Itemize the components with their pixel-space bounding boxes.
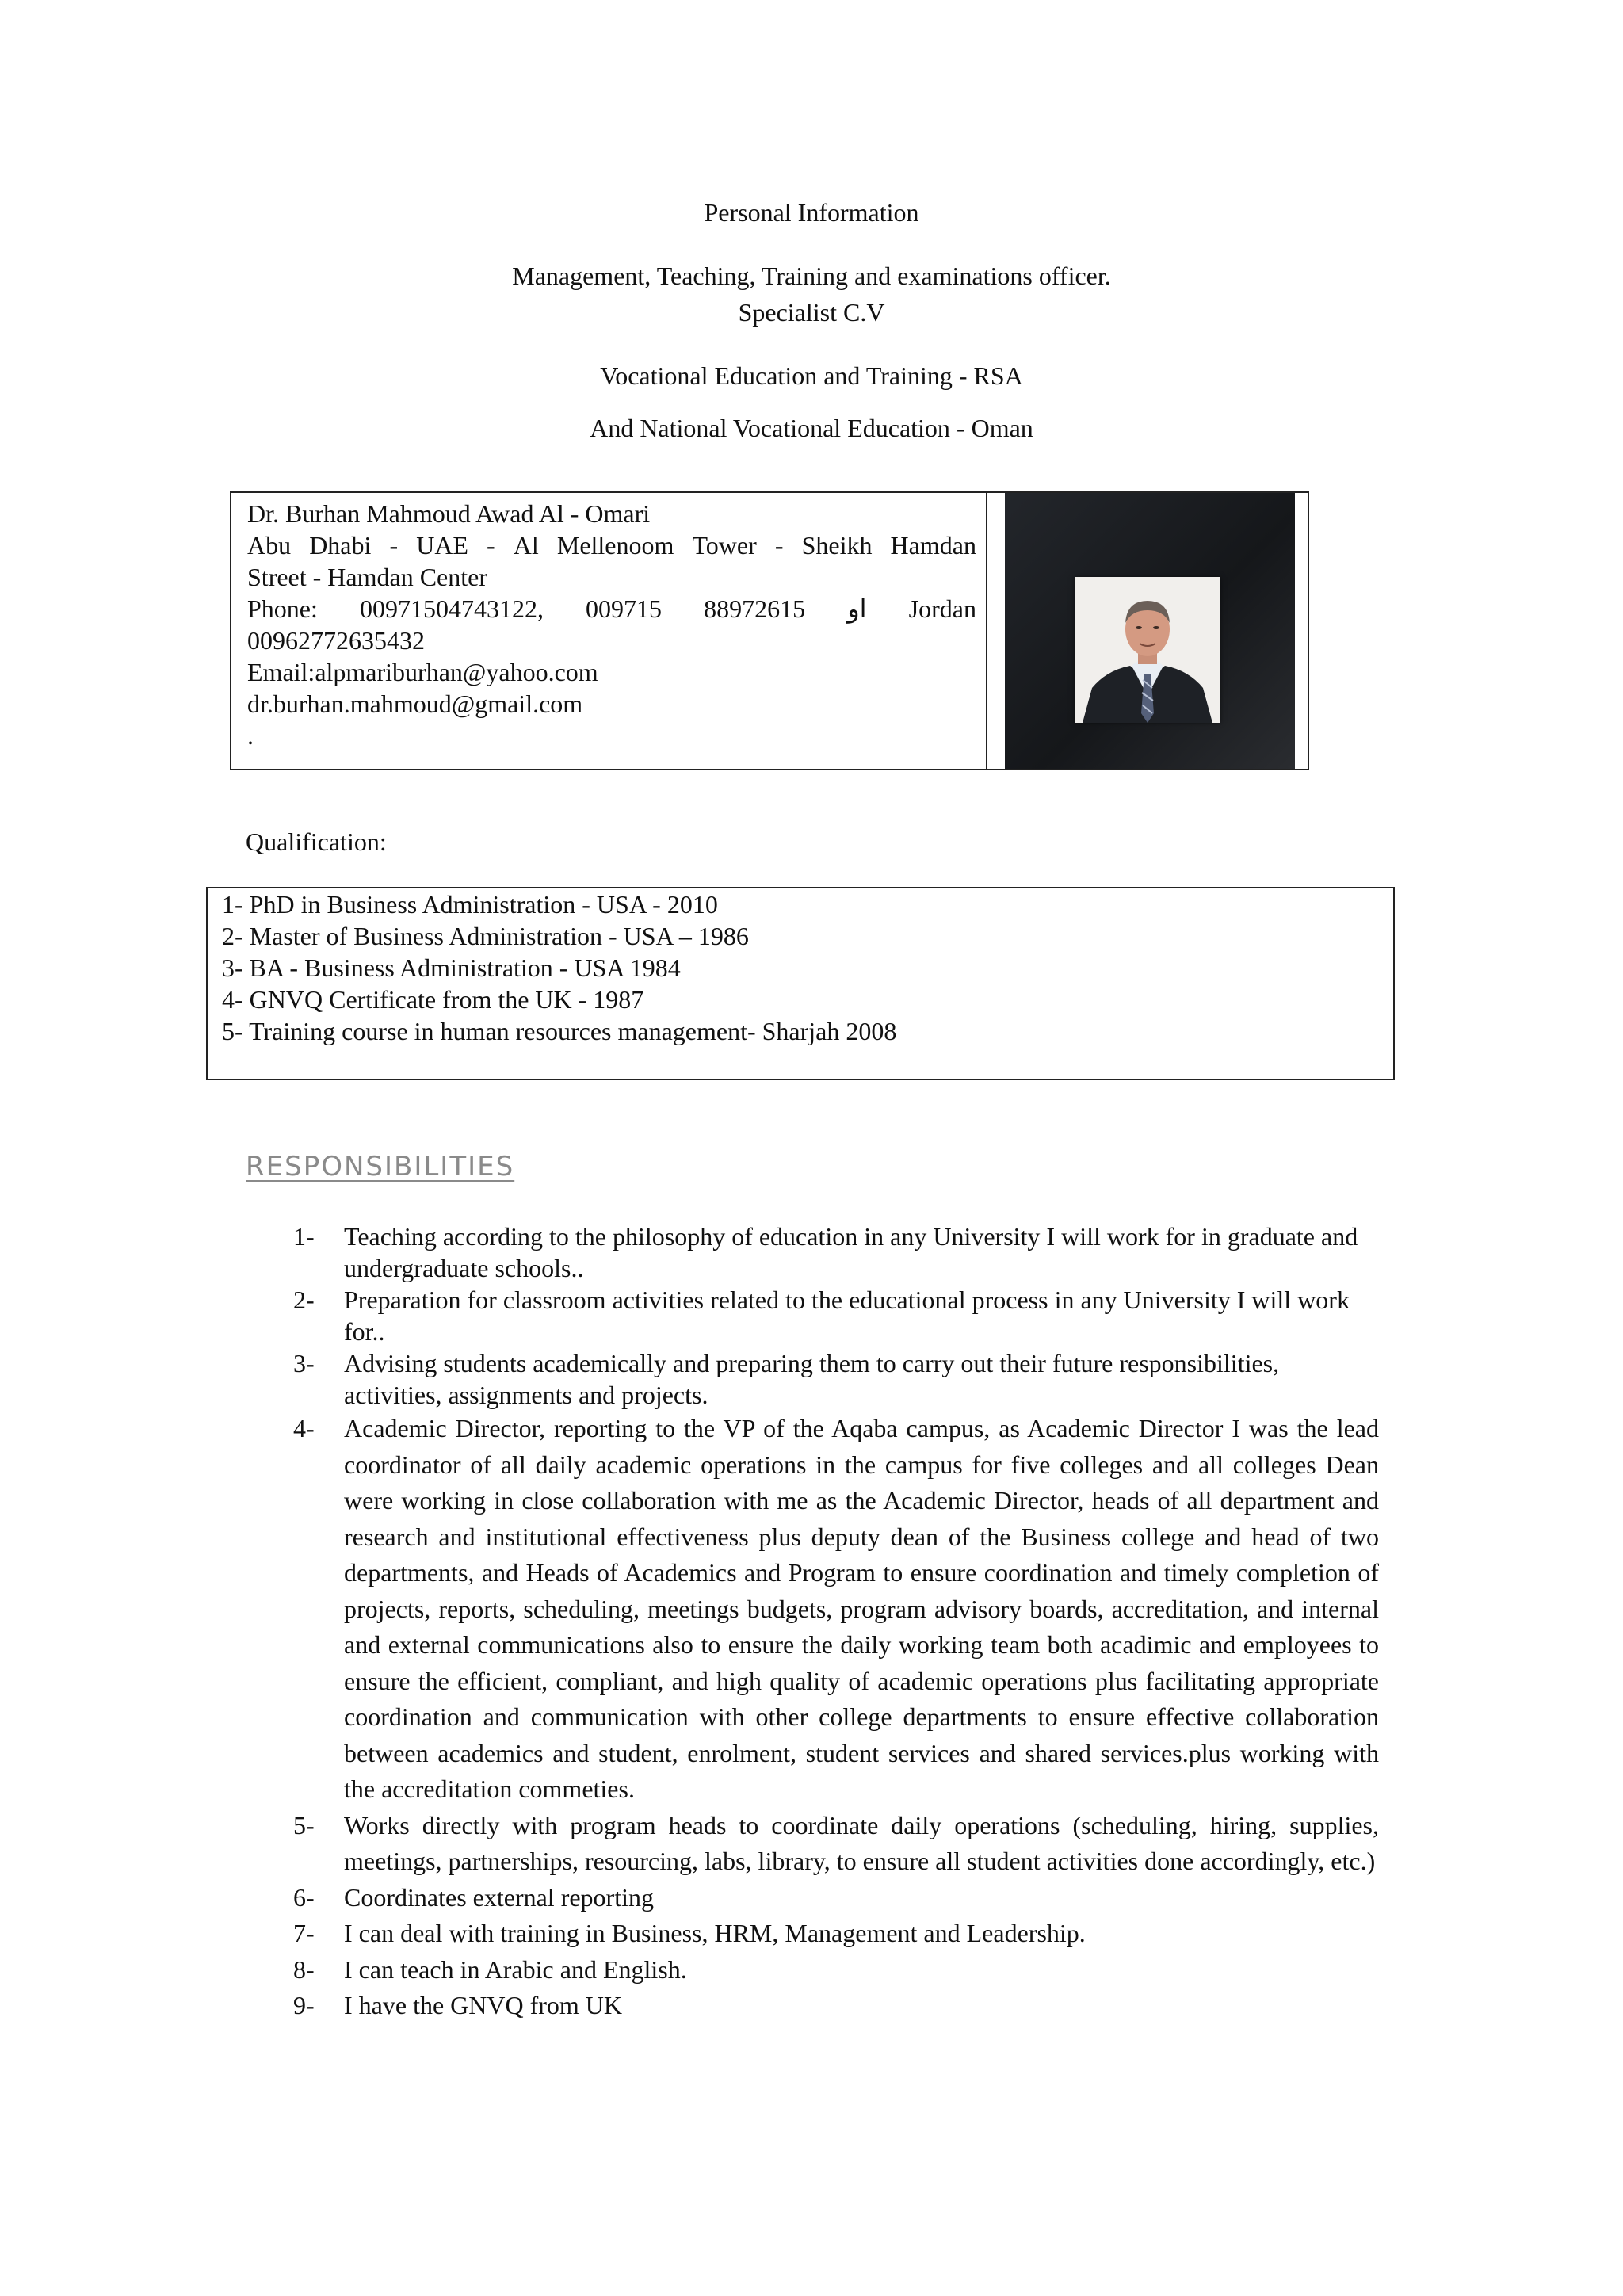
responsibilities-heading: RESPONSIBILITIES <box>246 1151 515 1182</box>
qualification-list <box>222 888 896 1047</box>
phone-word: Phone: <box>247 594 318 623</box>
contact-name: Dr. Burhan Mahmoud Awad Al - Omari <box>247 499 651 528</box>
qualification-item: 5- Training course in human resources management- Sharjah 2008 <box>222 1017 897 1045</box>
cv-subtitle: Specialist C.V <box>738 298 885 327</box>
item-text: Preparation for classroom activities related to the educational process in any University I will work for.. <box>344 1286 1350 1346</box>
item-number: 1- <box>293 1222 315 1251</box>
responsibility-item <box>293 1880 1379 1916</box>
address-word: Sheikh <box>801 531 873 560</box>
responsibility-item <box>293 1284 1379 1347</box>
qualification-item: 3- BA - Business Administration - USA 1984 <box>222 953 681 982</box>
responsibility-item <box>293 1952 1379 1988</box>
address-word: UAE <box>416 531 468 560</box>
address-word: Al <box>513 531 539 560</box>
contact-email-1: Email:alpmariburhan@yahoo.com <box>247 658 598 686</box>
responsibility-item <box>293 1347 1379 1411</box>
item-text: Teaching according to the philosophy of education in any University I will work for in graduate and undergraduate schools.. <box>344 1222 1358 1282</box>
responsibilities-list <box>293 1221 1379 2024</box>
item-number: 5- <box>293 1810 315 1839</box>
item-number: 7- <box>293 1919 315 1947</box>
responsibility-item <box>293 1808 1379 1880</box>
item-text: Advising students academically and preparing them to carry out their future responsibilities, activities, assignments and projects. <box>344 1349 1280 1409</box>
portrait-card <box>1075 577 1220 723</box>
address-word: Hamdan <box>890 531 976 560</box>
address-word: Dhabi <box>309 531 372 560</box>
contact-address-line-1 <box>247 529 976 561</box>
program-line-2: And National Vocational Education - Oman <box>590 414 1033 442</box>
contact-box <box>230 491 1309 770</box>
phone-word: Jordan <box>908 594 976 623</box>
contact-address-line-2: Street - Hamdan Center <box>247 563 487 591</box>
responsibility-item <box>293 1988 1379 2024</box>
qualification-label: Qualification: <box>246 827 387 856</box>
responsibility-item <box>293 1221 1379 1284</box>
role-line: Management, Teaching, Training and examinations officer. <box>512 262 1111 290</box>
contact-details <box>247 498 976 751</box>
address-word: - <box>774 531 784 560</box>
item-number: 3- <box>293 1349 315 1377</box>
address-word: Tower <box>692 531 757 560</box>
item-text: I can teach in Arabic and English. <box>344 1954 687 1984</box>
item-text: Works directly with program heads to coordinate daily operations (scheduling, hiring, supplies, meetings, partnerships, resourcing, labs, library, to ensure all student activities done accordingly, etc.) <box>344 1810 1379 1875</box>
qualification-box <box>206 887 1395 1080</box>
contact-trailing-dot: . <box>247 721 254 750</box>
item-text: Academic Director, reporting to the VP of the Aqaba campus, as Academic Director I was the lead coordinator of all daily academic operations in the campus for five colleges and all colleges Dean were working in close collaboration with me as the Academic Director, heads of all department and research and institutional effectiveness plus deputy dean of the Business college and head of two departments, and Heads of Academics and Program to ensure coordination and timely completion of projects, reports, scheduling, meetings budgets, program advisory boards, accreditation, and internal and external communications also to ensure the daily working team both acadimic and employees to ensure the efficient, compliant, and high quality of academic operations plus facilitating appropriate coordination and communication with other college departments to ensure effective collaboration between academics and student, enrolment, student services and shared services.plus working with the accreditation commeties. <box>344 1414 1379 1803</box>
item-number: 8- <box>293 1954 315 1984</box>
phone-word: 88972615 <box>704 594 806 623</box>
qualification-item: 1- PhD in Business Administration - USA - 2010 <box>222 890 718 919</box>
portrait-figure <box>1075 577 1220 723</box>
item-number: 6- <box>293 1882 315 1912</box>
address-word: - <box>487 531 495 560</box>
item-text: I have the GNVQ from UK <box>344 1991 623 2019</box>
item-text: I can deal with training in Business, HRM, Management and Leadership. <box>344 1919 1086 1947</box>
address-word: - <box>389 531 399 560</box>
contact-phone-line-2: 00962772635432 <box>247 626 425 655</box>
portrait-photo <box>1005 493 1295 769</box>
page-title: Personal Information <box>704 198 919 227</box>
contact-email-2: dr.burhan.mahmoud@gmail.com <box>247 690 583 718</box>
program-line-1: Vocational Education and Training - RSA <box>600 361 1023 390</box>
item-number: 9- <box>293 1991 315 2019</box>
item-number: 4- <box>293 1414 315 1442</box>
item-number: 2- <box>293 1286 315 1314</box>
phone-word: او <box>847 594 867 623</box>
phone-word: 009715 <box>586 594 663 623</box>
responsibility-item <box>293 1411 1379 1808</box>
address-word: Mellenoom <box>556 531 674 560</box>
column-divider <box>986 493 987 769</box>
item-text: Coordinates external reporting <box>344 1882 654 1912</box>
qualification-item: 2- Master of Business Administration - USA – 1986 <box>222 922 749 950</box>
contact-phone-line-1 <box>247 593 976 625</box>
responsibility-item <box>293 1916 1379 1952</box>
qualification-item: 4- GNVQ Certificate from the UK - 1987 <box>222 985 644 1014</box>
phone-word: 00971504743122, <box>359 594 544 623</box>
address-word: Abu <box>247 531 292 560</box>
